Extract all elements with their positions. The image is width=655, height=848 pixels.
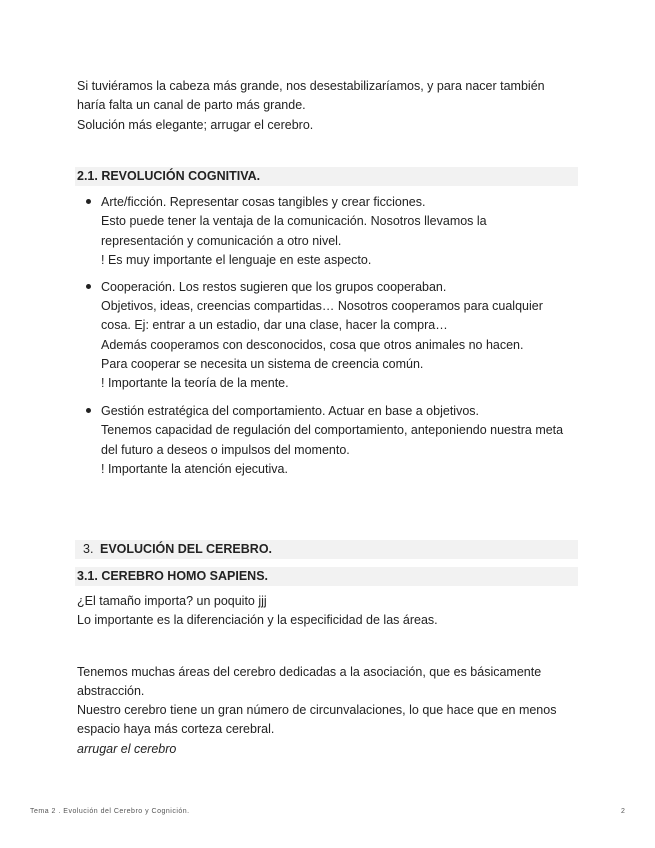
para2-line-1: Tenemos muchas áreas del cerebro dedicadas a la asociación, que es básicamente [77,665,542,679]
bullet-3-line-2: Tenemos capacidad de regulación del comportamiento, anteponiendo nuestra meta [101,423,564,437]
section-2-1-heading [75,167,578,186]
bullet-3-line-4: ! Importante la atención ejecutiva. [101,462,288,476]
bullet-2-line-3: cosa. Ej: entrar a un estadio, dar una clase, hacer la compra… [101,318,448,332]
para2-line-2: abstracción. [77,684,145,698]
bullet-dot [86,284,91,289]
bullet-3-line-1: Gestión estratégica del comportamiento. Actuar en base a objetivos. [101,404,479,418]
bullet-dot [86,408,91,413]
bullet-2-line-2: Objetivos, ideas, creencias compartidas… Nosotros cooperamos para cualquier [101,299,543,313]
bullet-2-line-1: Cooperación. Los restos sugieren que los grupos cooperaban. [101,280,447,294]
italic-note: arrugar el cerebro [77,742,177,756]
para2-line-3: Nuestro cerebro tiene un gran número de circunvalaciones, lo que hace que en menos [77,703,557,717]
bullet-2-line-6: ! Importante la teoría de la mente. [101,376,289,390]
bullet-1-line-1: Arte/ficción. Representar cosas tangibles y crear ficciones. [101,195,426,209]
bullet-1-line-3: representación y comunicación a otro nivel. [101,234,342,248]
bullet-1-line-4: ! Es muy importante el lenguaje en este aspecto. [101,253,372,267]
section-3-number: 3. [83,542,94,556]
bullet-dot [86,199,91,204]
section-3-1-heading-text: 3.1. CEREBRO HOMO SAPIENS. [77,569,269,583]
bullet-2-line-4: Además cooperamos con desconocidos, cosa que otros animales no hacen. [101,338,524,352]
para1-line-2: Lo importante es la diferenciación y la especificidad de las áreas. [77,613,438,627]
section-3-1-heading [75,567,578,586]
section-3-title: EVOLUCIÓN DEL CEREBRO. [100,542,273,556]
section-3-heading [75,540,578,559]
intro-line-1: Si tuviéramos la cabeza más grande, nos desestabilizaríamos, y para nacer también [77,79,545,93]
bullet-3-line-3: del futuro a deseos o impulsos del momento. [101,443,350,457]
bullet-1-line-2: Esto puede tener la ventaja de la comunicación. Nosotros llevamos la [101,214,487,228]
footer-title: Tema 2 . Evolución del Cerebro y Cognición. [30,808,190,815]
footer-page-number: 2 [621,808,625,815]
para1-line-1: ¿El tamaño importa? un poquito jjj [77,594,267,608]
section-2-1-heading-text: 2.1. REVOLUCIÓN COGNITIVA. [77,169,261,183]
para2-line-4: espacio haya más corteza cerebral. [77,722,275,736]
intro-line-2: haría falta un canal de parto más grande. [77,98,306,112]
intro-line-3: Solución más elegante; arrugar el cerebro. [77,118,314,132]
bullet-2-line-5: Para cooperar se necesita un sistema de creencia común. [101,357,424,371]
